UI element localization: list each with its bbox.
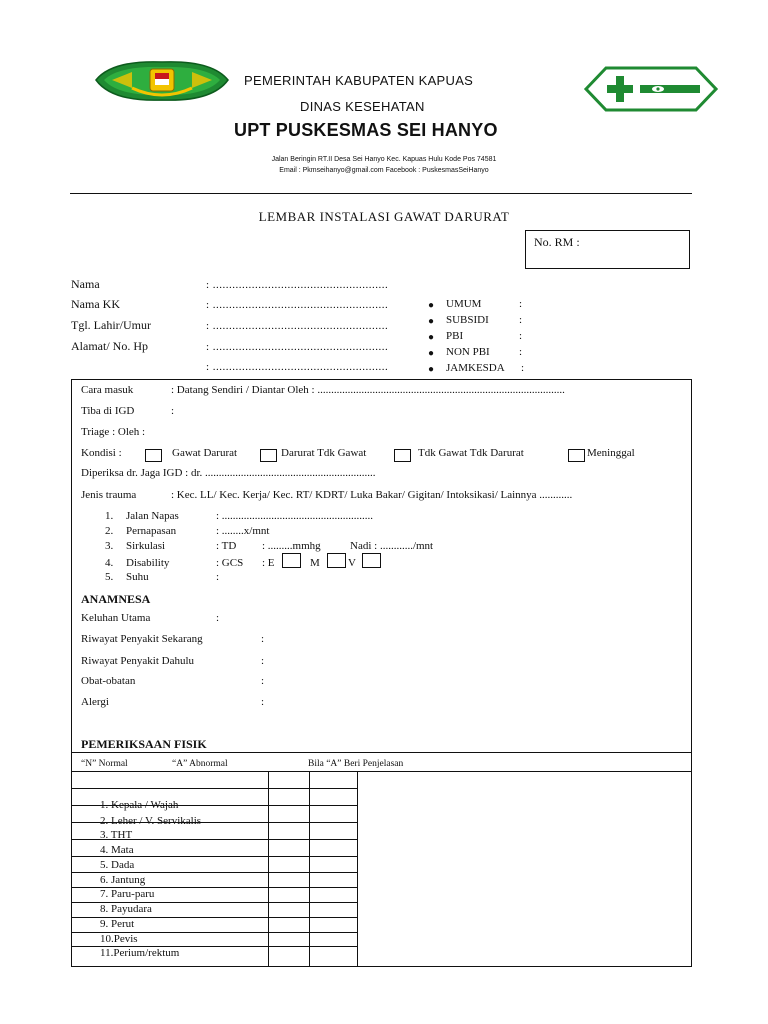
kondisi-tdk-gawat-checkbox[interactable]: [394, 449, 411, 462]
col-divider-n: [268, 771, 269, 967]
riwayat-dahulu-label: Riwayat Penyakit Dahulu: [81, 655, 195, 667]
vital-sirkulasi-td: : TD: [216, 540, 237, 552]
header-contact: Email : Pkmseihanyo@gmail.com Facebook : PuskesmasSeiHanyo: [279, 167, 489, 174]
vital-num: 3.: [105, 540, 114, 552]
gcs-v-box[interactable]: [362, 553, 381, 568]
patient-dob-label: Tgl. Lahir/Umur: [71, 318, 151, 332]
table-row-rule: [71, 872, 357, 873]
rm-label: No. RM :: [534, 235, 580, 249]
payment-umum-colon: :: [519, 298, 523, 310]
diperiksa-dokter-field[interactable]: Diperiksa dr. Jaga IGD : dr. ..............................................................: [81, 467, 376, 479]
vital-jalan-napas-label: Jalan Napas: [126, 510, 179, 522]
cara-masuk-field[interactable]: : Datang Sendiri / Diantar Oleh : ..........................................................................................: [171, 384, 565, 396]
alergi-field[interactable]: :: [261, 696, 265, 708]
header-address: Jalan Beringin RT.II Desa Sei Hanyo Kec. Kapuas Hulu Kode Pos 74581: [271, 156, 497, 163]
tiba-igd-field[interactable]: :: [171, 405, 175, 417]
riwayat-sekarang-field[interactable]: :: [261, 633, 265, 645]
patient-dob-field[interactable]: : ......................................................: [206, 320, 389, 332]
gcs-e-box[interactable]: [282, 553, 301, 568]
header-puskesmas-name: UPT PUSKESMAS SEI HANYO: [234, 120, 498, 140]
vital-pernapasan-field[interactable]: : ........x/mnt: [216, 525, 270, 537]
vital-disability-label: Disability: [126, 557, 170, 569]
fisik-item-jantung: 6. Jantung: [100, 874, 146, 886]
obat-obatan-field[interactable]: :: [261, 675, 265, 687]
patient-kk-label: Nama KK: [71, 297, 120, 311]
kondisi-label: Kondisi :: [81, 447, 122, 459]
fisik-header-rule: [71, 771, 692, 772]
vital-suhu-label: Suhu: [126, 571, 149, 583]
vital-td-field[interactable]: : .........mmhg: [262, 540, 321, 552]
anamnesa-title: ANAMNESA: [81, 592, 151, 606]
patient-name-label: Nama: [71, 277, 100, 291]
gcs-m-box[interactable]: [327, 553, 346, 568]
payment-non-pbi-colon: :: [519, 346, 523, 358]
patient-kk-field[interactable]: : ......................................................: [206, 299, 389, 311]
kapuas-emblem-logo: [92, 58, 232, 104]
fisik-item-paru: 7. Paru-paru: [100, 888, 155, 900]
payment-non-pbi: NON PBI: [446, 346, 490, 358]
vital-nadi-field[interactable]: Nadi : ............/mnt: [350, 540, 434, 552]
legend-normal: “N” Normal: [81, 759, 128, 769]
gcs-v-label: V: [348, 557, 356, 569]
vital-num: 5.: [105, 571, 114, 583]
jenis-trauma-label: Jenis trauma: [81, 489, 137, 501]
fisik-item-leher: 2. Leher / V. Servikalis: [100, 815, 202, 827]
form-title: LEMBAR INSTALASI GAWAT DARURAT: [258, 209, 510, 224]
payment-jamkesda-colon: :: [521, 362, 525, 374]
bullet-icon: ●: [428, 300, 435, 311]
kondisi-darurat-tdk-gawat-checkbox[interactable]: [260, 449, 277, 462]
vital-gcs-label: : GCS: [216, 557, 244, 569]
table-row-rule: [71, 856, 357, 857]
kondisi-gawat-darurat-checkbox[interactable]: [145, 449, 162, 462]
fisik-item-perut: 9. Perut: [100, 918, 135, 930]
table-row-rule: [71, 788, 357, 789]
payment-umum: UMUM: [446, 298, 482, 310]
bullet-icon: ●: [428, 332, 435, 343]
kondisi-gawat-darurat-label: Gawat Darurat: [172, 447, 238, 459]
vital-jalan-napas-field[interactable]: : .......................................................: [216, 510, 374, 522]
patient-address-field-2[interactable]: : ......................................................: [206, 361, 389, 373]
cara-masuk-label: Cara masuk: [81, 384, 134, 396]
patient-name-field[interactable]: : ......................................................: [206, 279, 389, 291]
kondisi-tdk-gawat-label: Tdk Gawat Tdk Darurat: [418, 447, 524, 459]
header-government: PEMERINTAH KABUPATEN KAPUAS: [244, 73, 474, 88]
gcs-e-label: : E: [262, 557, 275, 569]
bullet-icon: ●: [428, 348, 435, 359]
vital-num: 4.: [105, 557, 114, 569]
kondisi-meninggal-checkbox[interactable]: [568, 449, 585, 462]
payment-subsidi-colon: :: [519, 314, 523, 326]
header-divider: [70, 193, 692, 194]
kondisi-darurat-tdk-gawat-label: Darurat Tdk Gawat: [281, 447, 367, 459]
patient-address-label: Alamat/ No. Hp: [71, 339, 148, 353]
fisik-item-tht: 3. THT: [100, 829, 133, 841]
fisik-top-rule: [71, 752, 692, 753]
jenis-trauma-field[interactable]: : Kec. LL/ Kec. Kerja/ Kec. RT/ KDRT/ Luka Bakar/ Gigitan/ Intoksikasi/ Lainnya ............: [171, 489, 573, 501]
vital-num: 1.: [105, 510, 114, 522]
bullet-icon: ●: [428, 316, 435, 327]
gcs-m-label: M: [310, 557, 320, 569]
fisik-item-dada: 5. Dada: [100, 859, 135, 871]
vital-pernapasan-label: Pernapasan: [126, 525, 177, 537]
vital-suhu-field[interactable]: :: [216, 571, 220, 583]
riwayat-dahulu-field[interactable]: :: [261, 655, 265, 667]
alergi-label: Alergi: [81, 696, 109, 708]
legend-bila-abnormal: Bila “A” Beri Penjelasan: [308, 759, 404, 769]
pemeriksaan-fisik-title: PEMERIKSAAN FISIK: [81, 737, 207, 751]
payment-pbi: PBI: [446, 330, 464, 342]
tiba-igd-label: Tiba di IGD: [81, 405, 135, 417]
vital-sirkulasi-label: Sirkulasi: [126, 540, 166, 552]
payment-pbi-colon: :: [519, 330, 523, 342]
triage-label[interactable]: Triage : Oleh :: [81, 426, 146, 438]
keluhan-utama-field[interactable]: :: [216, 612, 220, 624]
fisik-item-mata: 4. Mata: [100, 844, 134, 856]
patient-address-field[interactable]: : ......................................................: [206, 341, 389, 353]
vital-num: 2.: [105, 525, 114, 537]
fisik-item-pevis: 10.Pevis: [100, 933, 138, 945]
kondisi-meninggal-label: Meninggal: [587, 447, 635, 459]
col-divider-note: [357, 771, 358, 967]
bullet-icon: ●: [428, 364, 435, 375]
payment-jamkesda: JAMKESDA: [446, 362, 505, 374]
fisik-item-payudara: 8. Payudara: [100, 903, 152, 915]
obat-obatan-label: Obat-obatan: [81, 675, 136, 687]
payment-subsidi: SUBSIDI: [446, 314, 489, 326]
legend-abnormal: “A” Abnormal: [172, 759, 228, 769]
keluhan-utama-label: Keluhan Utama: [81, 612, 151, 624]
fisik-item-perium: 11.Perium/rektum: [100, 947, 180, 959]
fisik-item-kepala: 1. Kepala / Wajah: [100, 799, 179, 811]
puskesmas-logo: [584, 66, 718, 112]
header-department: DINAS KESEHATAN: [300, 99, 425, 114]
col-divider-a: [309, 771, 310, 967]
riwayat-sekarang-label: Riwayat Penyakit Sekarang: [81, 633, 203, 645]
